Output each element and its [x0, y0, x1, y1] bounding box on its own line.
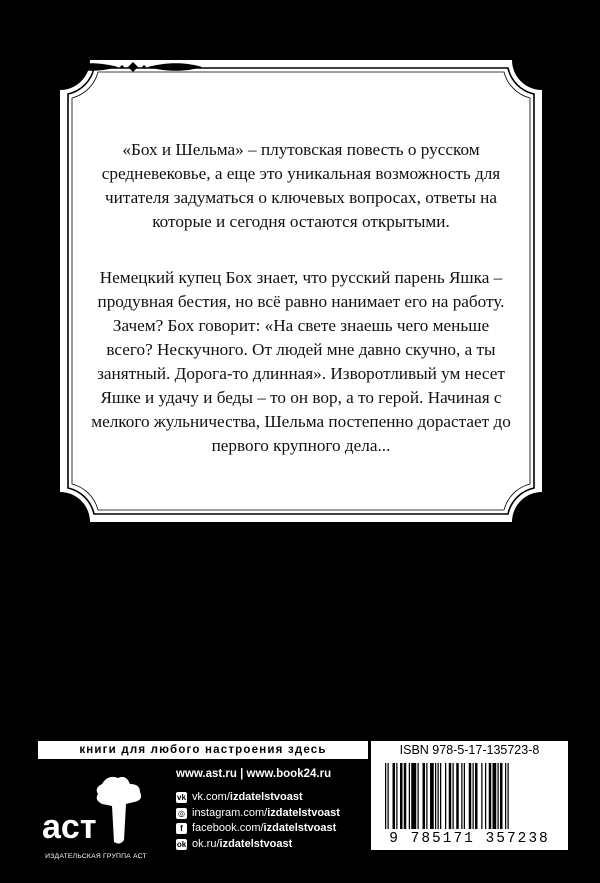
- social-handle: izdatelstvoast: [219, 837, 293, 850]
- tagline-banner: книги для любого настроения здесь: [38, 741, 368, 759]
- blurb-line: средневековье, а еще это уникальная возможность для: [101, 164, 501, 183]
- social-handle: izdatelstvoast: [229, 791, 303, 803]
- social-prefix: instagram.com/: [192, 806, 268, 819]
- isbn-text: ISBN 978-5-17-135723-8: [399, 743, 540, 757]
- blurb-line: «Бох и Шельма» – плутовская повесть о русском: [122, 140, 480, 159]
- blurb-line: читателя задуматься о ключевых вопросах, ответы на: [105, 188, 497, 207]
- blurb-line: Яшке и удачу и беды – то он вор, а то герой. Начиная с: [100, 388, 502, 407]
- blurb-paragraph-1: [60, 138, 542, 234]
- ast-logo-icon: [40, 770, 160, 850]
- blurb-line: всего? Нескучного. От людей мне давно скучно, а ты: [106, 340, 496, 359]
- social-handle: izdatelstvoast: [267, 806, 340, 819]
- isbn-barcode-box: [371, 741, 568, 850]
- blurb-frame: [60, 60, 542, 522]
- blurb-line: Немецкий купец Бох знает, что русский парень Яшка –: [99, 268, 503, 287]
- facebook-icon: f: [176, 823, 187, 834]
- barcode-digits: 9 785171 357238: [389, 831, 550, 847]
- social-links: [176, 790, 340, 852]
- logo-text: аст: [42, 808, 97, 846]
- social-link-vk[interactable]: [176, 790, 340, 806]
- social-handle: izdatelstvoast: [263, 822, 337, 834]
- instagram-icon: ◎: [176, 808, 187, 819]
- vk-icon: vk: [177, 793, 186, 803]
- odnoklassniki-icon: ok: [176, 839, 187, 849]
- blurb-line: продувная бестия, но всё равно нанимает его на работу.: [97, 292, 505, 311]
- websites-text[interactable]: www.ast.ru | www.book24.ru: [176, 768, 332, 780]
- ornament-divider-icon: [60, 60, 206, 74]
- blurb-line: которые и сегодня остаются открытыми.: [152, 212, 450, 231]
- blurb-paragraph-2: [60, 266, 542, 458]
- blurb-line: мелкого жульничества, Шельма постепенно дорастает до: [91, 412, 511, 431]
- barcode-icon: [383, 763, 556, 829]
- blurb-line: занятный. Дорога-то длинная». Изворотливый ум несет: [97, 364, 505, 383]
- social-link-instagram[interactable]: [176, 806, 340, 822]
- publisher-name: ИЗДАТЕЛЬСКАЯ ГРУППА АСТ: [45, 853, 147, 860]
- social-prefix: facebook.com/: [192, 822, 264, 834]
- social-link-odnoklassniki[interactable]: [176, 837, 340, 853]
- blurb-line: первого крупного дела...: [211, 436, 391, 455]
- social-prefix: ok.ru/: [192, 837, 220, 850]
- blurb-line: Зачем? Бох говорит: «На свете знаешь чего меньше: [112, 316, 490, 335]
- social-link-facebook[interactable]: [176, 821, 340, 837]
- social-prefix: vk.com/: [192, 791, 230, 803]
